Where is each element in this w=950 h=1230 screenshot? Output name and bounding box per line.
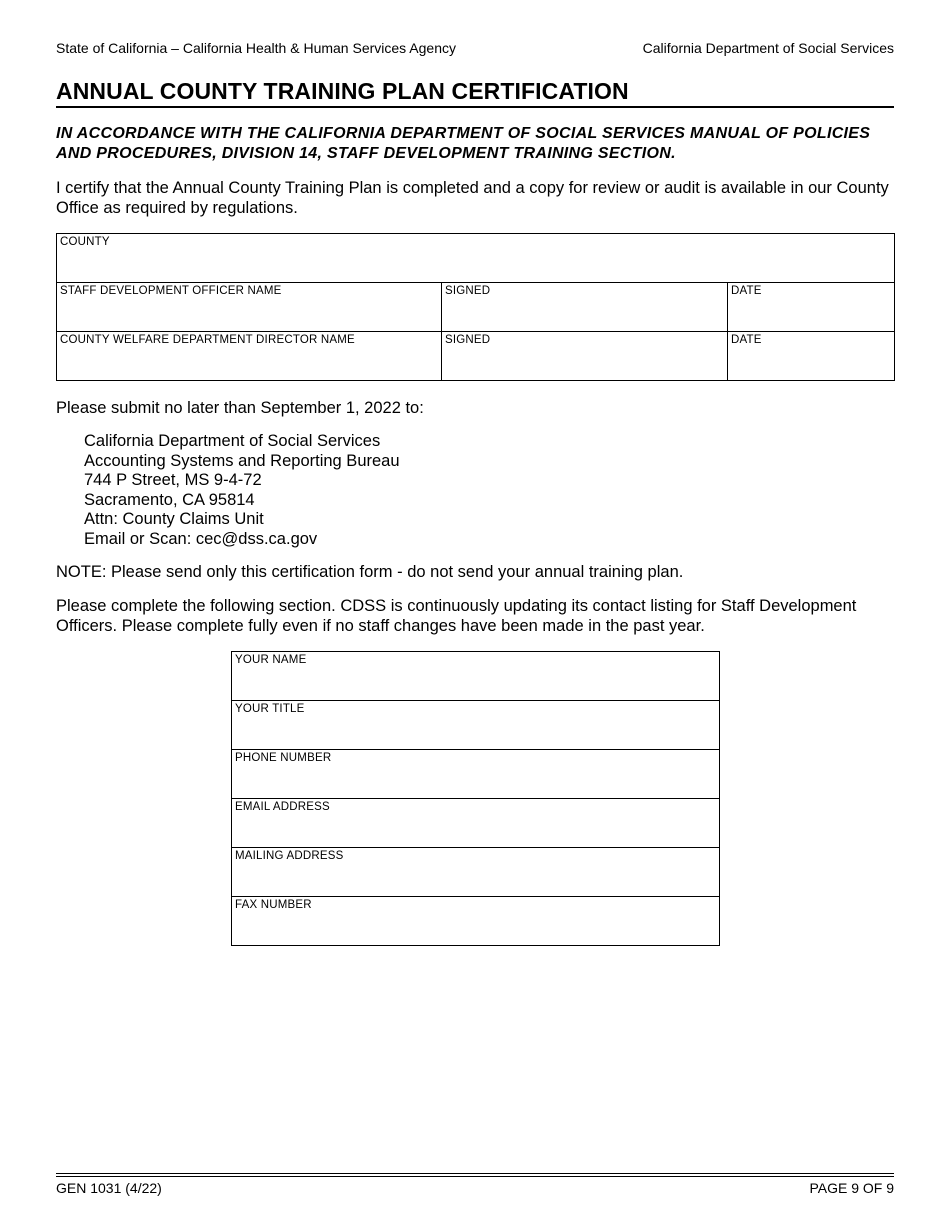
submit-instructions: Please submit no later than September 1, 2022 to: [56, 399, 424, 417]
officer-signed-label: SIGNED [445, 285, 491, 297]
header-agency: State of California – California Health & Human Services Agency [56, 40, 456, 56]
director-name-field[interactable] [57, 332, 442, 381]
officer-signed-field[interactable] [442, 283, 728, 332]
fax-number-label: FAX NUMBER [235, 899, 312, 911]
county-label: COUNTY [60, 236, 110, 248]
title-divider [56, 107, 894, 108]
phone-number-label: PHONE NUMBER [235, 752, 332, 764]
contact-form [231, 651, 720, 946]
your-title-label: YOUR TITLE [235, 703, 305, 715]
address-line-3: 744 P Street, MS 9-4-72 [84, 471, 262, 489]
form-id: GEN 1031 (4/22) [56, 1180, 162, 1196]
officer-name-field[interactable] [57, 283, 442, 332]
complete-instructions: Please complete the following section. CDSS is continuously updating its contact listing for Staff Development Officers. Please complete fully even if no staff changes have been made in the past year. [56, 597, 857, 635]
email-address-field[interactable] [232, 799, 720, 848]
mailing-address-label: MAILING ADDRESS [235, 850, 344, 862]
officer-name-label: STAFF DEVELOPMENT OFFICER NAME [60, 285, 282, 297]
your-title-field[interactable] [232, 701, 720, 750]
director-name-label: COUNTY WELFARE DEPARTMENT DIRECTOR NAME [60, 334, 355, 346]
mailing-address-block [84, 432, 400, 549]
certification-form [56, 233, 895, 381]
page-footer [56, 1180, 894, 1196]
address-line-5: Attn: County Claims Unit [84, 510, 264, 528]
address-line-1: California Department of Social Services [84, 432, 381, 450]
header-department: California Department of Social Services [642, 40, 894, 56]
document-subtitle: IN ACCORDANCE WITH THE CALIFORNIA DEPARTMENT OF SOCIAL SERVICES MANUAL OF POLICIES AND PROCEDURES, DIVISION 14, STAFF DEVELOPMENT TRAINING SECTION. [56, 125, 871, 162]
email-address-label: EMAIL ADDRESS [235, 801, 330, 813]
phone-number-field[interactable] [232, 750, 720, 799]
page-header [56, 40, 894, 56]
fax-number-field[interactable] [232, 897, 720, 946]
address-line-4: Sacramento, CA 95814 [84, 490, 255, 509]
director-date-field[interactable] [728, 332, 895, 381]
note-text: NOTE: Please send only this certification form - do not send your annual training plan. [56, 563, 684, 581]
officer-date-field[interactable] [728, 283, 895, 332]
county-field[interactable] [57, 234, 895, 283]
footer-divider-bottom [56, 1176, 894, 1177]
address-line-6: Email or Scan: cec@dss.ca.gov [84, 529, 318, 548]
certification-statement: I certify that the Annual County Training Plan is completed and a copy for review or audit is available in our County Office as required by regulations. [56, 179, 889, 217]
page-number: PAGE 9 OF 9 [809, 1180, 894, 1196]
address-line-2: Accounting Systems and Reporting Bureau [84, 451, 400, 470]
officer-date-label: DATE [731, 285, 762, 297]
director-signed-field[interactable] [442, 332, 728, 381]
your-name-label: YOUR NAME [235, 654, 307, 666]
document-page [56, 0, 894, 1230]
footer-divider-top [56, 1173, 894, 1174]
director-date-label: DATE [731, 334, 762, 346]
your-name-field[interactable] [232, 652, 720, 701]
mailing-address-field[interactable] [232, 848, 720, 897]
director-signed-label: SIGNED [445, 334, 491, 346]
document-title: ANNUAL COUNTY TRAINING PLAN CERTIFICATION [56, 78, 894, 107]
